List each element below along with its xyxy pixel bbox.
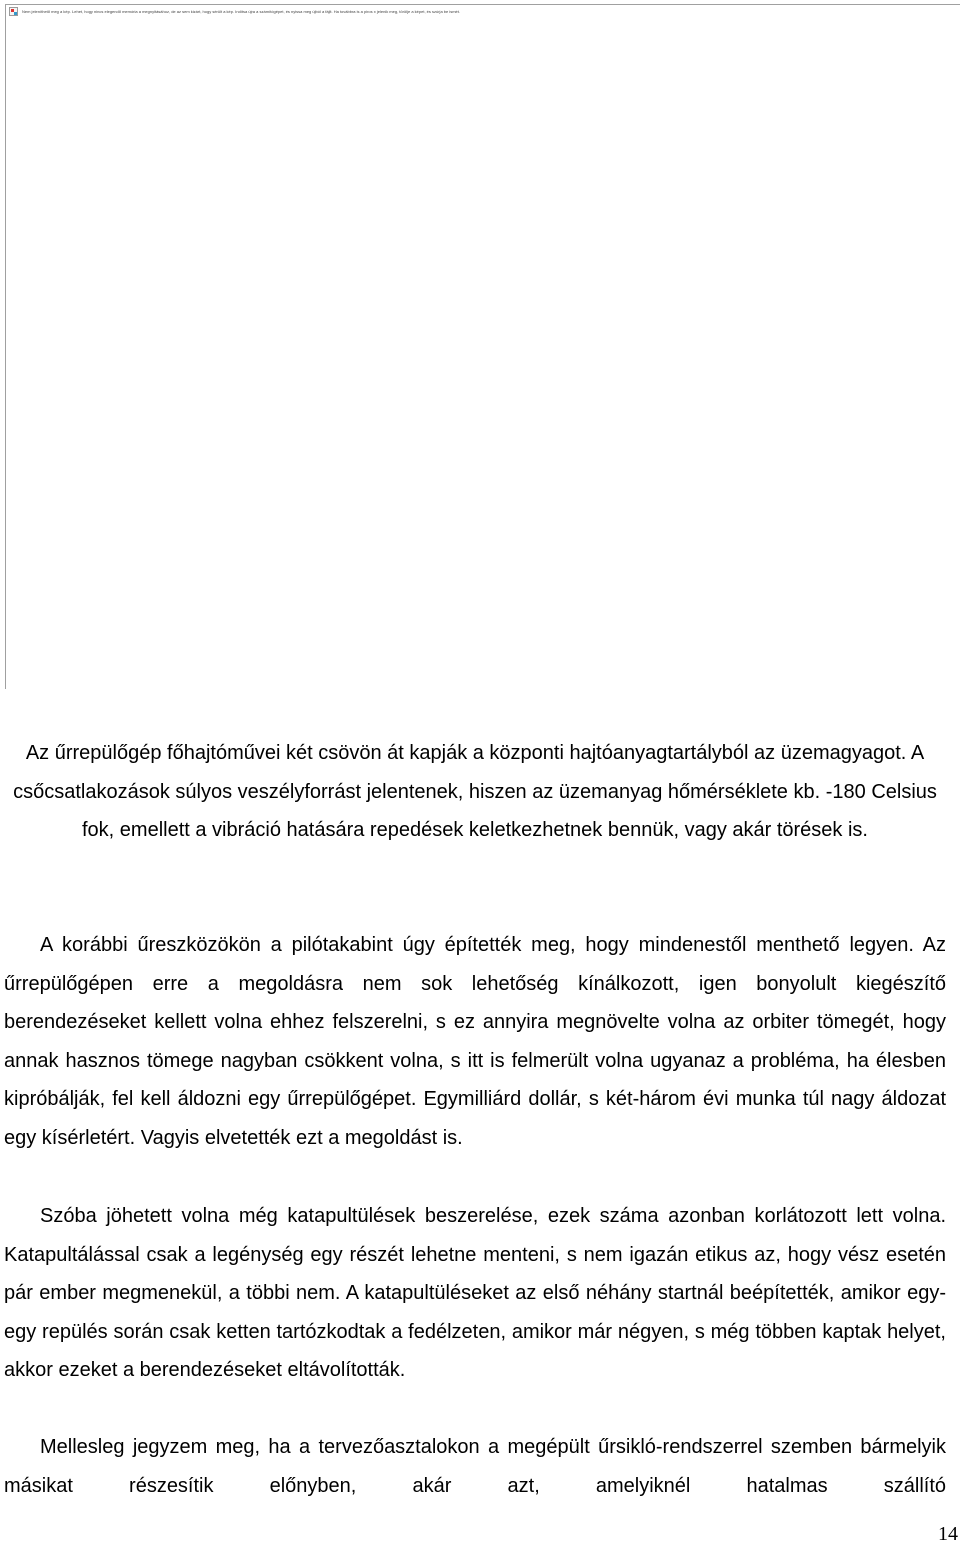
paragraph-cabin-escape <box>4 926 946 1158</box>
paragraph-ejection-seats <box>4 1197 946 1390</box>
paragraph-fuel-lines: Az űrrepülőgép főhajtóművei két csövön át kapják a központi hajtóanyagtartályból az üzemagyagot. A csőcsatlakozások súlyos veszélyforrást jelentenek, hiszen az üzemanyag hőmérséklete kb. -180 Celsius fok, emellett a vibráció hatására repedések keletkezhetnek bennük, vagy akár törések is. <box>13 742 937 842</box>
page-number: 14 <box>938 1523 958 1545</box>
broken-image-placeholder <box>5 4 960 689</box>
broken-image-alt-text: Nem jeleníthető meg a kép. Lehet, hogy nincs elegendő memória a megnyitásához, de az sem kizárt, hogy sérült a kép. Indítsa újra a számítógépet, és nyissa meg újból a fájlt. Ha továbbra is a piros x jelenik meg, törölje a képet, és szúrja be ismét. <box>22 8 461 14</box>
paragraph-ejection-seats-text: Szóba jöhetett volna még katapultülések beszerelése, ezek száma azonban korlátozott lett volna. Katapultálással csak a legénység egy részét lehetne menteni, s nem igazán etikus az, hogy vész esetén pár ember megmenekül, a többi nem. A katapultüléseket az első néhány startnál beépítették, amikor egy-egy repülés során csak ketten tartózkodtak a fedélzeten, amikor már négyen, s még többen kaptak helyet, akkor ezeket a berendezéseket eltávolították. <box>4 1205 946 1382</box>
paragraph-cabin-escape-text: A korábbi űreszközökön a pilótakabint úgy építették meg, hogy mindenestől menthető legyen. Az űrrepülőgépen erre a megoldásra nem sok lehetőség kínálkozott, igen bonyolult kiegészítő berendezéseket kellett volna ehhez felszerelni, s ez annyira megnövelte volna az orbiter tömegét, hogy annak hasznos tömege nagyban csökkent volna, s itt is felmerült volna ugyanaz a probléma, ha élesben kipróbálják, fel kell áldozni egy űrrepülőgépet. Egymilliárd dollár, s két-három évi munka túl nagy áldozat egy kísérletért. Vagyis elvetették ezt a megoldást is. <box>4 934 946 1149</box>
paragraph-design-note <box>4 1428 946 1505</box>
broken-image-notice <box>9 7 949 16</box>
paragraph-design-note-text: Mellesleg jegyzem meg, ha a tervezőasztalokon a megépült űrsikló-rendszerrel szemben bármelyik másikat részesítik előnyben, akár azt, amelyiknél hatalmas szállító <box>4 1436 946 1497</box>
broken-image-icon <box>9 7 18 16</box>
